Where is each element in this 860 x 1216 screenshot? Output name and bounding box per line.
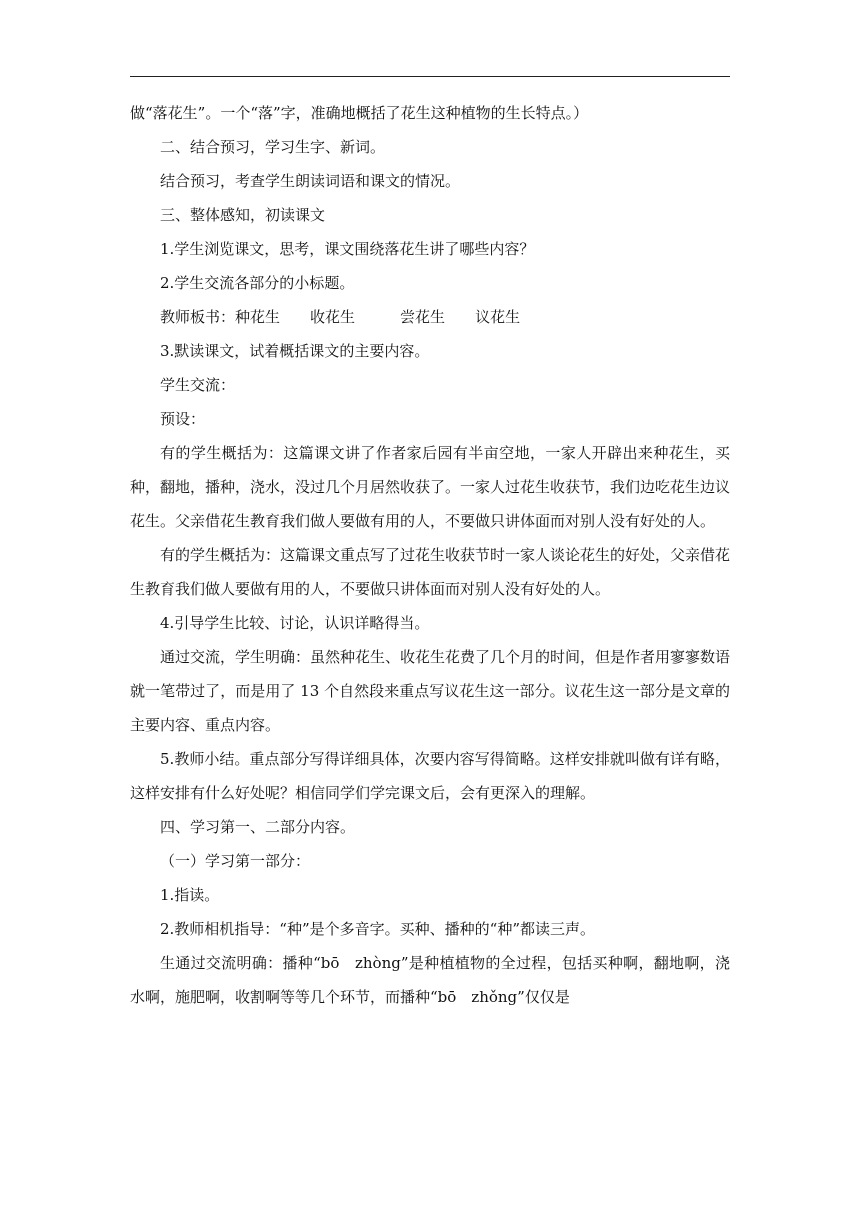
header-rule (130, 76, 730, 77)
board-writing (130, 300, 730, 334)
board-item: 议花生 (475, 308, 521, 326)
paragraph: 5.教师小结。重点部分写得详细具体，次要内容写得简略。这样安排就叫做有详有略，这样安排有什么好处呢？相信同学们学完课文后，会有更深入的理解。 (130, 750, 730, 802)
section-heading: 二、结合预习，学习生字、新词。 (160, 138, 386, 156)
paragraph: 4.引导学生比较、讨论，认识详略得当。 (160, 614, 430, 632)
subsection-heading: （一）学习第一部分： (160, 852, 311, 870)
paragraph: 有的学生概括为：这篇课文重点写了过花生收获节时一家人谈论花生的好处，父亲借花生教育我们做人要做有用的人，不要做只讲体面而对别人没有好处的人。 (130, 546, 731, 598)
paragraph: 3.默读课文，试着概括课文的主要内容。 (160, 342, 430, 360)
board-item: 种花生 (235, 308, 281, 326)
paragraph: 结合预习，考查学生朗读词语和课文的情况。 (160, 172, 461, 190)
document-body (130, 96, 730, 1014)
section-heading: 四、学习第一、二部分内容。 (160, 818, 356, 836)
board-item: 尝花生 (400, 308, 446, 326)
paragraph: 2.学生交流各部分的小标题。 (160, 274, 355, 292)
paragraph: 2.教师相机指导：“种”是个多音字。买种、播种的“种”都读三声。 (160, 920, 595, 938)
paragraph: 1.指读。 (160, 886, 220, 904)
section-heading: 三、整体感知，初读课文 (160, 206, 326, 224)
paragraph: 生通过交流明确：播种“bō zhòng”是种植植物的全过程，包括买种啊，翻地啊，浇水啊，施肥啊，收割啊等等几个环节，而播种“bō zhǒng”仅仅是 (130, 954, 730, 1006)
paragraph: 通过交流，学生明确：虽然种花生、收花生花费了几个月的时间，但是作者用寥寥数语就一笔带过了，而是用了 13 个自然段来重点写议花生这一部分。议花生这一部分是文章的主要内容、重点内容。 (130, 648, 731, 734)
paragraph: 学生交流： (160, 376, 236, 394)
board-item: 收花生 (310, 308, 356, 326)
board-label: 教师板书： (160, 308, 236, 326)
paragraph: 有的学生概括为：这篇课文讲了作者家后园有半亩空地，一家人开辟出来种花生，买种，翻地，播种，浇水，没过几个月居然收获了。一家人过花生收获节，我们边吃花生边议花生。父亲借花生教育我们做人要做有用的人，不要做只讲体面而对别人没有好处的人。 (130, 444, 731, 530)
paragraph: 预设： (160, 410, 206, 428)
paragraph: 1.学生浏览课文，思考，课文围绕落花生讲了哪些内容？ (160, 240, 535, 258)
paragraph: 做“落花生”。一个“落”字，准确地概括了花生这种植物的生长特点。） (130, 104, 589, 122)
